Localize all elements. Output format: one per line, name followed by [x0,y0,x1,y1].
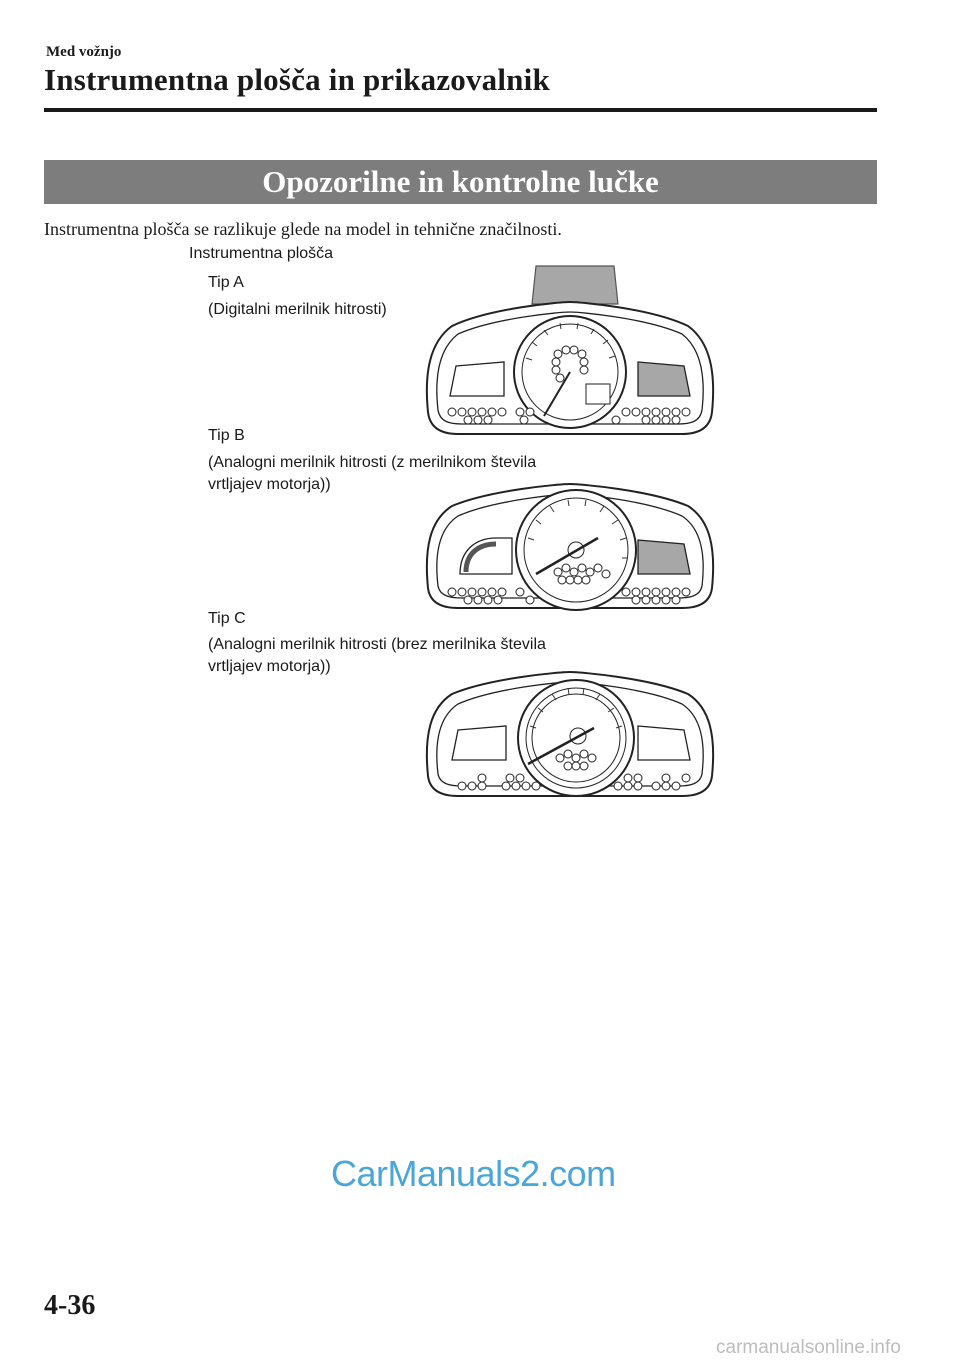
head-up-display [532,266,618,304]
page-number: 4-36 [44,1290,96,1321]
right-display [638,362,690,396]
title-rule [44,108,877,112]
type-a-desc-line-1: (Digitalni merilnik hitrosti) [208,301,387,318]
type-c-name: Tip C [208,610,246,627]
page-title: Instrumentna plošča in prikazovalnik [44,62,550,97]
type-a-name: Tip A [208,274,244,291]
type-b-desc-line-1: (Analogni merilnik hitrosti (z merilnikom števila [208,454,537,471]
instrument-cluster-type-c [420,662,720,802]
intro-text: Instrumentna plošča se razlikuje glede na model in tehnične značilnosti. [44,219,562,239]
type-c-desc-line-1: (Analogni merilnik hitrosti (brez merilnika števila [208,636,546,653]
right-display [638,726,690,760]
left-display [452,726,506,760]
digital-speed-box [586,384,610,404]
type-b-desc-line-2: vrtljajev motorja)) [208,476,331,493]
right-display [638,540,690,574]
site-mark: carmanualsonline.info [716,1337,901,1358]
figure-title: Instrumentna plošča [189,245,334,262]
left-display [450,362,504,396]
section-banner: Opozorilne in kontrolne lučke [44,160,877,204]
instrument-cluster-type-b [420,478,720,613]
instrument-cluster-type-a [420,262,720,442]
type-c-desc-line-2: vrtljajev motorja)) [208,658,331,675]
type-b-name: Tip B [208,427,245,444]
section-label: Med vožnjo [46,44,122,60]
watermark: CarManuals2.com [331,1153,616,1194]
